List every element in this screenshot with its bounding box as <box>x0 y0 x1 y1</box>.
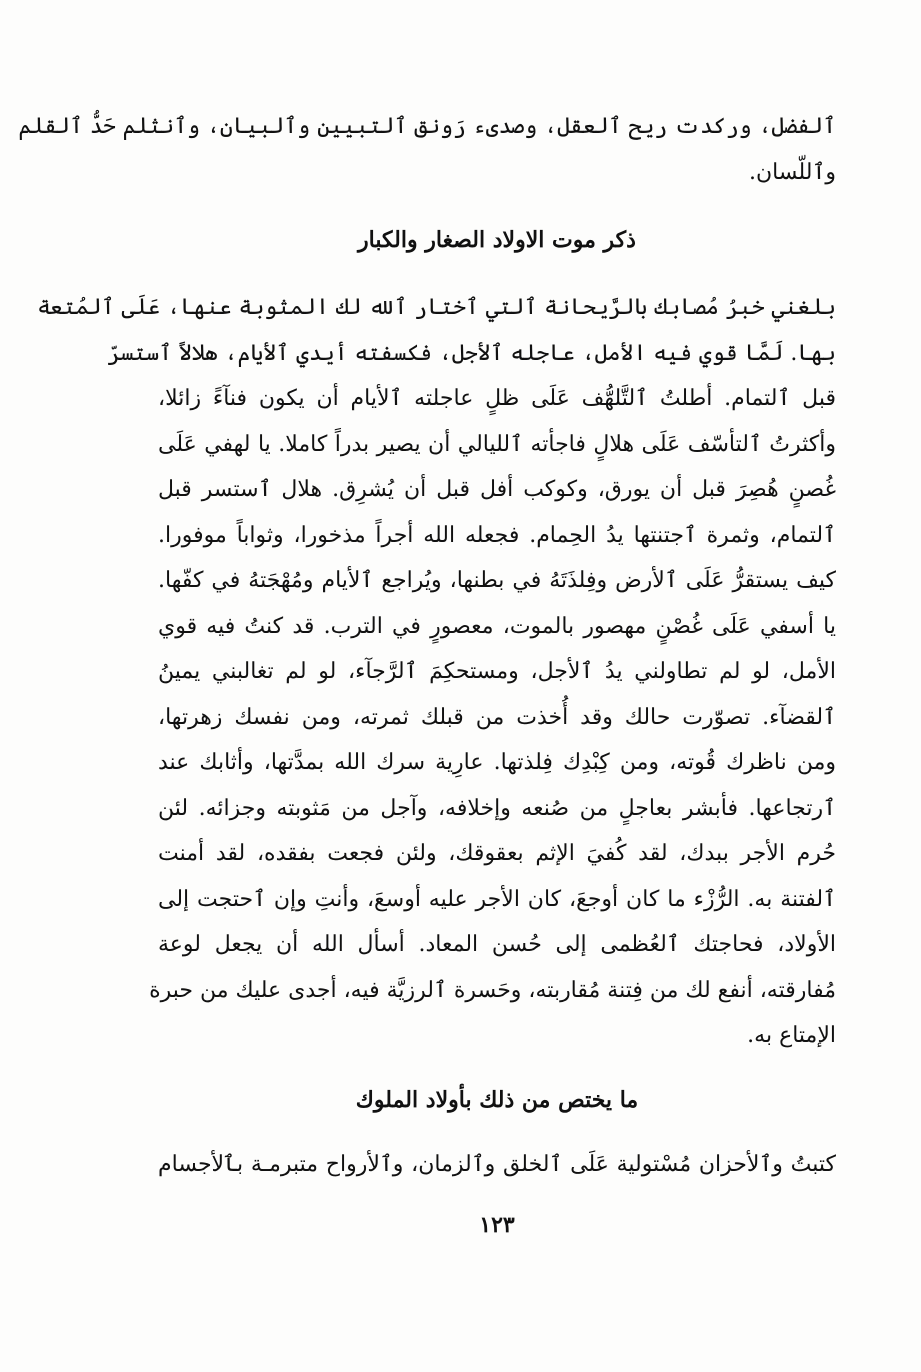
section-paragraph <box>37 285 836 1059</box>
text-line: قبل ٱلتمام. أطلتُ ٱلتَّلهُّف عَلَى ظلٍ عاجلته ٱلأيام أن يكون فنآءً زائلا، <box>158 386 836 411</box>
text-line: بلغني خبرُ مُصابك بالرَّيحانة ٱلتي ٱختار ٱلله لك المثوبة عنها، عَلَى ٱلمُتعة <box>37 295 836 320</box>
text-line: وٱللّسان. <box>749 159 836 185</box>
text-line: كيف يستقرُّ عَلَى ٱلأرض وفِلذَتَهُ في بطنها، ويُراجع ٱلأيام ومُهْجَتهُ في كفّها. <box>158 568 836 593</box>
page-number: ١٢٣ <box>479 1212 515 1238</box>
text-line: الإمتاع به. <box>747 1023 836 1048</box>
section-heading: ما يختص من ذلك بأولاد الملوك <box>355 1087 639 1113</box>
text-line: مُفارقته، أنفع لك من فِتنة مُقاربته، وحَسرة ٱلرزيَّة فيه، أجدى عليك من حبرة <box>149 977 836 1003</box>
text-line: ٱلتمام، وثمرة ٱجتنتها يدُ الحِمام. فجعله الله أجراً مذخورا، وثواباً موفورا. <box>158 522 836 548</box>
text-line: ٱرتجاعها. فأبشر بعاجلٍ من صُنعه وإخلافه، وآجل من مَثوبته وجزائه. لئن <box>158 795 836 821</box>
text-line: يا أسفي عَلَى غُصْنٍ مهصور بالموت، معصورٍ في الترب. قد كنتُ فيه قوي <box>158 613 836 639</box>
section-paragraph <box>158 1142 836 1188</box>
text-line: وأكثرتُ ٱلتأسّف عَلَى هلالٍ فاجأته ٱلليالي أن يصير بدراً كاملا. يا لهفي عَلَى <box>158 431 836 457</box>
text-line: ٱلقضآء. تصوّرت حالك وقد أُخذت من قبلك ثمرته، ومن نفسك زهرتها، <box>158 704 836 730</box>
text-line: بها. لَمَّا قوي فيه الأمل، عاجله ٱلأجل، فكسفته أيدي ٱلأيام، هلالاً ٱستسرّ <box>107 340 836 366</box>
text-line: ومن ناظرك قُوته، ومن كِبْدِك فِلذتها. عارِية سرك الله بمدَّتها، وأثابك عند <box>158 750 836 775</box>
text-line: حُرم الأجر ببدك، لقد كُفيَ الإثم بعقوقك، ولئن فجعت بفقده، لقد أمنت <box>158 841 836 866</box>
section-heading: ذكر موت الاولاد الصغار والكبار <box>358 227 636 253</box>
text-line: غُصنٍ هُصِرَ قبل أن يورق، وكوكب أفل قبل أن يُشرِق. هلال ٱستسر قبل <box>158 477 836 502</box>
intro-paragraph <box>18 104 836 195</box>
text-line: كتبتُ وٱلأحزان مُسْتولية عَلَى ٱلخلق وٱلزمان، وٱلأرواح متبرمـة بٱلأجسام <box>158 1152 836 1177</box>
text-line: ٱلفتنة به. الرُّزْء ما كان أوجعَ، كان الأجر عليه أوسعَ، وأنتِ وإن ٱحتجت إلى <box>158 886 836 912</box>
text-line: ٱلفضل، وركدت ريح ٱلعقل، وصدىء رَونق ٱلتبيين وٱلبيان، وٱنثلم حَدُّ ٱلقلم <box>18 114 836 139</box>
text-line: الأولاد، فحاجتك ٱلعُظمى إلى حُسن المعاد. أسأل الله أن يجعل لوعة <box>158 932 836 957</box>
text-line: الأمل، لو لم تطاولني يدُ ٱلأجل، ومستحكِمَ ٱلرَّجآء، لو لم تغالبني يمينُ <box>158 659 836 684</box>
